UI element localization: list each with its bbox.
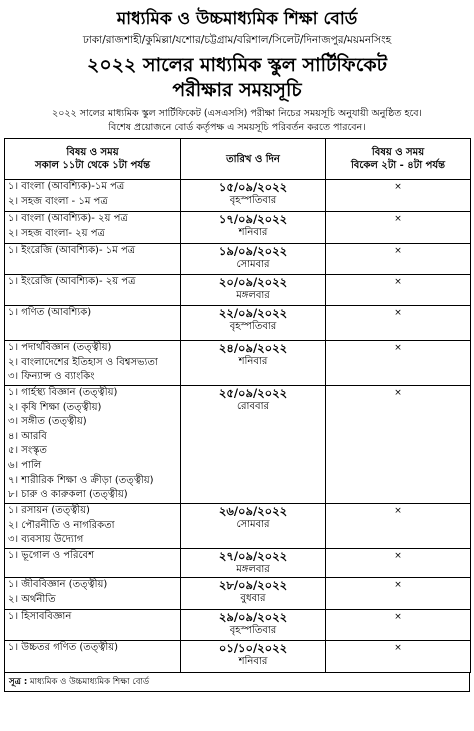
no-exam-mark: ×	[394, 308, 402, 318]
exam-day: সোমবার	[236, 519, 270, 530]
table-row	[5, 244, 471, 275]
schedule-rows	[5, 180, 471, 673]
afternoon-cell	[326, 275, 471, 306]
table-header-row	[5, 139, 471, 180]
date-cell	[181, 549, 326, 578]
subjects-cell	[5, 549, 181, 578]
subject-item: ১। ইংরেজি (আবশ্যিক)- ২য় পত্র	[8, 276, 136, 287]
subject-item: ১। উচ্চতর গণিত (তত্ত্বীয়)	[8, 642, 119, 653]
exam-date: ২৯/০৯/২০২২	[218, 610, 288, 624]
subject-item: ২। সহজ বাংলা- ২য় পত্র	[8, 227, 105, 239]
subjects-cell	[5, 306, 181, 341]
date-cell	[181, 341, 326, 386]
exam-date: ২৬/০৯/২০২২	[218, 504, 288, 518]
subject-item: ৩। সঙ্গীত (তত্ত্বীয়)	[8, 416, 87, 428]
date-cell	[181, 275, 326, 306]
afternoon-cell	[326, 578, 471, 610]
exam-day: মঙ্গলবার	[236, 564, 270, 575]
table-row	[5, 212, 471, 244]
afternoon-cell	[326, 306, 471, 341]
exam-date: ২৮/০৯/২০২২	[218, 578, 288, 592]
exam-date: ২০/০৯/২০২২	[218, 275, 288, 289]
page-title: ২০২২ সালের মাধ্যমিক স্কুল সার্টিফিকেট	[87, 54, 387, 76]
subject-item: ১। ভূগোল ও পরিবেশ	[8, 550, 94, 561]
intro-text	[0, 107, 474, 135]
morning-column-header	[5, 139, 181, 180]
no-exam-mark: ×	[394, 612, 402, 622]
date-cell	[181, 306, 326, 341]
afternoon-cell	[326, 610, 471, 641]
subjects-cell	[5, 504, 181, 549]
schedule-table	[4, 138, 471, 673]
table-row	[5, 641, 471, 673]
board-name: মাধ্যমিক ও উচ্চমাধ্যমিক শিক্ষা বোর্ড	[116, 9, 358, 29]
afternoon-cell	[326, 504, 471, 549]
subject-item: ১। ইংরেজি (আবশ্যিক)- ১ম পত্র	[8, 245, 136, 256]
exam-date: ০১/১০/২০২২	[218, 641, 288, 655]
exam-day: রোববার	[237, 401, 269, 412]
table-row	[5, 504, 471, 549]
exam-day: বৃহস্পতিবার	[229, 321, 277, 332]
subject-item: ২। সহজ বাংলা - ১ম পত্র	[8, 195, 108, 207]
subject-item: ২। কৃষি শিক্ষা (তত্ত্বীয়)	[8, 401, 102, 413]
subject-item: ৭। শারীরিক শিক্ষা ও ক্রীড়া (তত্ত্বীয়)	[8, 474, 154, 486]
afternoon-time: বিকেল ২টা - ৪টা পর্যন্ত	[350, 160, 446, 171]
exam-date: ২৫/০৯/২০২২	[218, 386, 288, 400]
exam-date: ১৯/০৯/২০২২	[218, 244, 288, 258]
exam-date: ২৪/০৯/২০২২	[218, 341, 288, 355]
afternoon-cell	[326, 641, 471, 673]
subject-item: ১। বাংলা (আবশ্যিক)- ২য় পত্র	[8, 213, 128, 224]
subject-item: ৩। ব্যবসায় উদ্যোগ	[8, 534, 84, 546]
date-cell	[181, 212, 326, 244]
source-text: মাধ্যমিক ও উচ্চমাধ্যমিক শিক্ষা বোর্ড	[29, 677, 150, 687]
exam-day: শনিবার	[238, 227, 268, 238]
morning-title: বিষয় ও সময়	[66, 147, 119, 158]
subject-item: ২। অর্থনীতি	[8, 593, 56, 605]
subject-item: ১। রসায়ন (তত্ত্বীয়)	[8, 505, 90, 516]
subject-item: ৬। পালি	[8, 459, 42, 471]
no-exam-mark: ×	[394, 343, 402, 353]
exam-date: ১৫/০৯/২০২২	[218, 180, 288, 194]
no-exam-mark: ×	[394, 246, 402, 256]
subject-item: ৮। চারু ও কারুকলা (তত্ত্বীয়)	[8, 489, 128, 501]
subject-item: ৩। ফিন্যান্স ও ব্যাংকিং	[8, 371, 95, 383]
afternoon-title: বিষয় ও সময়	[371, 147, 425, 158]
table-row	[5, 306, 471, 341]
exam-date: ২৭/০৯/২০২২	[218, 549, 288, 563]
no-exam-mark: ×	[394, 551, 402, 561]
table-row	[5, 275, 471, 306]
exam-day: শনিবার	[238, 356, 268, 367]
afternoon-cell	[326, 244, 471, 275]
afternoon-cell	[326, 549, 471, 578]
board-cities: ঢাকা/রাজশাহী/কুমিল্লা/যশোর/চট্টগ্রাম/বরিশাল/সিলেট/দিনাজপুর/ময়মনসিংহ	[82, 34, 392, 46]
date-cell	[181, 386, 326, 504]
subjects-cell	[5, 386, 181, 504]
intro-line-2: বিশেষ প্রয়োজনে বোর্ড কর্তৃপক্ষ এ সময়সূচি পরিবর্তন করতে পারবেন।	[108, 122, 366, 133]
exam-day: শনিবার	[238, 656, 268, 667]
subject-item: ২। পৌরনীতি ও নাগরিকতা	[8, 519, 115, 531]
table-row	[5, 386, 471, 504]
subject-item: ১। গার্হস্থ্য বিজ্ঞান (তত্ত্বীয়)	[8, 387, 118, 398]
exam-date: ১৭/০৯/২০২২	[218, 212, 288, 226]
date-cell	[181, 578, 326, 610]
subjects-cell	[5, 212, 181, 244]
table-row	[5, 610, 471, 641]
no-exam-mark: ×	[394, 580, 402, 590]
date-cell	[181, 244, 326, 275]
no-exam-mark: ×	[394, 214, 402, 224]
subjects-cell	[5, 275, 181, 306]
date-cell	[181, 641, 326, 673]
table-row	[5, 341, 471, 386]
morning-time: সকাল ১১টা থেকে ১টা পর্যন্ত	[34, 160, 151, 171]
subject-item: ১। পদার্থবিজ্ঞান (তত্ত্বীয়)	[8, 342, 112, 353]
subject-item: ১। হিসাববিজ্ঞান	[8, 611, 72, 622]
exam-day: সোমবার	[236, 259, 270, 270]
subjects-cell	[5, 244, 181, 275]
date-cell	[181, 610, 326, 641]
intro-line-1: ২০২২ সালের মাধ্যমিক স্কুল সার্টিফিকেট (এসএসসি) পরীক্ষা নিচের সময়সূচি অনুযায়ী অনুষ্ঠিত হবে।	[52, 108, 422, 119]
afternoon-cell	[326, 180, 471, 212]
no-exam-mark: ×	[394, 643, 402, 653]
subjects-cell	[5, 341, 181, 386]
no-exam-mark: ×	[394, 277, 402, 287]
no-exam-mark: ×	[394, 506, 402, 516]
afternoon-cell	[326, 341, 471, 386]
subjects-cell	[5, 641, 181, 673]
subject-item: ১। গণিত (আবশ্যিক)	[8, 307, 92, 318]
table-row	[5, 549, 471, 578]
afternoon-cell	[326, 386, 471, 504]
afternoon-cell	[326, 212, 471, 244]
subjects-cell	[5, 578, 181, 610]
subject-item: ৪। আরবি	[8, 430, 47, 442]
exam-day: বৃহস্পতিবার	[229, 195, 277, 206]
date-cell	[181, 504, 326, 549]
subjects-cell	[5, 610, 181, 641]
exam-day: বুধবার	[240, 593, 266, 604]
date-cell	[181, 180, 326, 212]
table-row	[5, 578, 471, 610]
exam-day: বৃহস্পতিবার	[229, 625, 277, 636]
no-exam-mark: ×	[394, 182, 402, 192]
afternoon-column-header	[326, 139, 471, 180]
source-note	[4, 673, 470, 692]
subjects-cell	[5, 180, 181, 212]
exam-day: মঙ্গলবার	[236, 290, 270, 301]
page-subtitle: পরীক্ষার সময়সূচি	[172, 79, 302, 101]
exam-date: ২২/০৯/২০২২	[218, 306, 288, 320]
subject-item: ১। জীববিজ্ঞান (তত্ত্বীয়)	[8, 579, 108, 590]
subject-item: ১। বাংলা (আবশ্যিক)-১ম পত্র	[8, 181, 125, 192]
subject-item: ৫। সংস্কৃত	[8, 445, 47, 457]
no-exam-mark: ×	[394, 388, 402, 398]
date-column-header: তারিখ ও দিন	[181, 139, 326, 180]
source-label: সূত্র :	[9, 677, 28, 687]
header	[0, 0, 474, 103]
subject-item: ২। বাংলাদেশের ইতিহাস ও বিশ্বসভ্যতা	[8, 356, 158, 368]
table-row	[5, 180, 471, 212]
